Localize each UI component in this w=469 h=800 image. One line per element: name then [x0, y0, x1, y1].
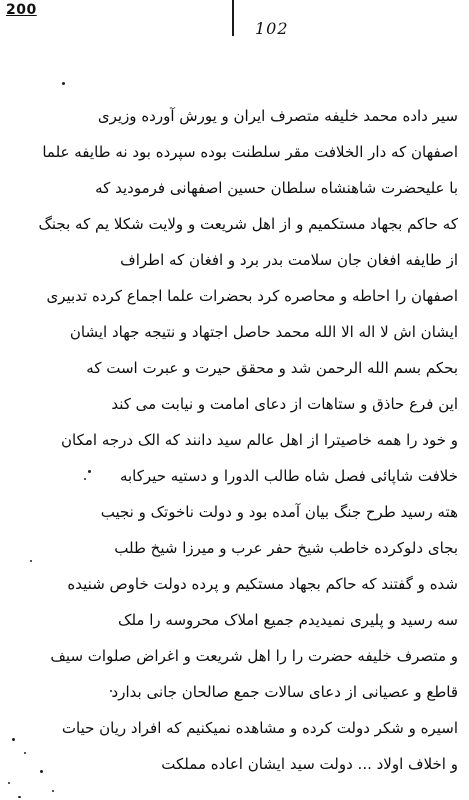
scan-speck: [40, 770, 43, 773]
text-line: هته رسید طرح جنگ بیان آمده بود و دولت ناخوتک و نجیب: [100, 503, 458, 521]
scan-speck: [18, 796, 21, 798]
scan-speck: [84, 478, 86, 480]
scan-speck: [110, 690, 112, 692]
text-line: سیر داده محمد خلیفه متصرف ایران و یورش آورده وزیری: [97, 107, 458, 125]
text-line: اصفهان که دار الخلافت مقر سلطنت بوده سپرده بود نه طایفه علما: [42, 143, 458, 161]
text-line: ایشان اش لا اله الا الله محمد حاصل اجتهاد و نتیجه جهاد ایشان: [69, 323, 458, 341]
scan-speck: [88, 470, 91, 473]
page-number: 102: [255, 19, 289, 38]
folio-number: 200: [6, 2, 37, 18]
margin-rule: [232, 0, 234, 36]
text-line: اسیره و شکر دولت کرده و مشاهده نمیکنیم که افراد ریان حیات: [61, 719, 458, 737]
text-line: با علیحضرت شاهنشاه سلطان حسین اصفهانی فرمودید که: [95, 179, 458, 197]
text-line: این فرع حاذق و ستاهات از دعای امامت و نیابت می کند: [111, 395, 458, 413]
text-line: که حاکم بجهاد مستکمیم و از اهل شریعت و ولایت شکلا یم که بجنگ: [38, 215, 458, 233]
scan-speck: [12, 738, 15, 741]
text-line: و خود را همه خاصیترا از اهل عالم سید دانند که الک درجه امکان: [60, 431, 458, 449]
scan-speck: [52, 790, 54, 792]
text-line: اصفهان را احاطه و محاصره کرد بحضرات علما اجماع کرده تدبیری: [46, 287, 458, 305]
scan-speck: [24, 752, 26, 754]
scan-speck: [8, 782, 10, 784]
text-line: خلافت شاپائی فصل شاه طالب الدورا و دستیه حیرکابه: [119, 467, 458, 485]
text-line: و اخلاف اولاد ... دولت سید ایشان اعاده مملکت: [161, 755, 458, 773]
text-line: از طایفه افغان جان سلامت بدر برد و افغان که اطراف: [120, 251, 458, 269]
scan-speck: [62, 82, 65, 85]
text-line: قاطع و عصیانی از دعای سالات جمع صالحان جانی بدارد: [111, 683, 458, 701]
text-line: و متصرف خلیفه حضرت را را اهل شریعت و اغراض صلوات سیف: [50, 647, 458, 665]
text-line: شده و گفتند که حاکم بجهاد مستکیم و پرده دولت خاوص شنیده: [67, 575, 458, 593]
text-line: سه رسید و پلیری نمیدیدم جمیع املاک محروسه را ملک: [118, 611, 458, 629]
scan-speck: [30, 560, 32, 562]
text-line: بحکم بسم الله الرحمن شد و محقق حیرت و عبرت است که: [86, 359, 458, 377]
manuscript-text-block: [38, 98, 458, 782]
text-line: بجای دلوکرده خاطب شیخ حفر عرب و میرزا شیخ طلب: [114, 539, 458, 557]
